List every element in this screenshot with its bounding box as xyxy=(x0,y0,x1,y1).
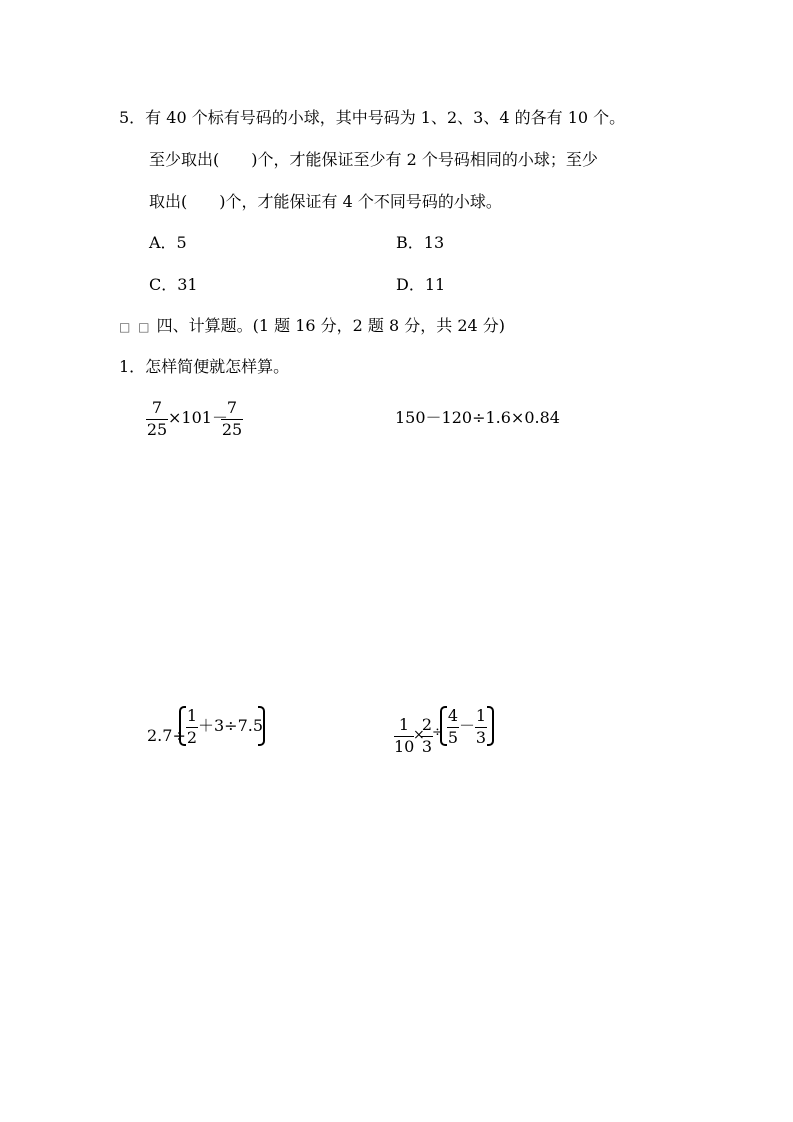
right-bracket xyxy=(487,706,494,746)
fraction xyxy=(146,399,168,439)
numerator: 1 xyxy=(186,706,198,725)
operator-divide: ÷ xyxy=(432,725,443,740)
expression-1-middle: ×101－ xyxy=(168,408,228,427)
operator-times: × xyxy=(413,727,425,743)
placeholder-boxes: □ □ xyxy=(119,320,152,334)
expression-2: 150－120÷1.6×0.84 xyxy=(395,408,560,427)
left-bracket xyxy=(179,706,186,746)
expression-3-tail: ＋3÷7.5 xyxy=(198,716,264,735)
denominator: 5 xyxy=(447,728,459,747)
numerator: 2 xyxy=(421,715,433,734)
option-b: B．13 xyxy=(396,233,445,252)
question-5-line-1: 5．有 40 个标有号码的小球，其中号码为 1、2、3、4 的各有 10 个。 xyxy=(119,108,626,127)
numerator: 7 xyxy=(151,398,163,417)
numerator: 4 xyxy=(447,706,459,725)
fraction xyxy=(475,707,487,747)
question-5-line-3: 取出( )个，才能保证有 4 个不同号码的小球。 xyxy=(149,192,502,211)
fraction xyxy=(221,399,243,439)
denominator: 3 xyxy=(421,737,433,756)
expression-3-lead: 2.7÷ xyxy=(147,726,186,745)
numerator: 1 xyxy=(398,715,410,734)
right-bracket xyxy=(258,706,265,746)
operator-minus: － xyxy=(459,716,476,735)
question-5-line-2: 至少取出( )个，才能保证至少有 2 个号码相同的小球；至少 xyxy=(149,150,598,169)
section-4-header xyxy=(119,316,505,336)
denominator: 2 xyxy=(186,728,198,747)
option-c: C．31 xyxy=(149,275,198,294)
fraction xyxy=(447,707,459,747)
question-1-prompt: 1．怎样简便就怎样算。 xyxy=(119,357,290,376)
option-a: A．5 xyxy=(149,233,187,252)
denominator: 3 xyxy=(475,728,487,747)
section-4-title: 四、计算题。(1 题 16 分，2 题 8 分，共 24 分) xyxy=(156,316,506,335)
denominator: 25 xyxy=(221,420,243,439)
fraction xyxy=(394,716,414,756)
fraction xyxy=(186,707,198,747)
denominator: 25 xyxy=(146,420,168,439)
denominator: 10 xyxy=(394,737,415,756)
numerator: 1 xyxy=(475,706,487,725)
numerator: 7 xyxy=(226,398,238,417)
option-d: D．11 xyxy=(396,275,446,294)
left-bracket xyxy=(440,706,447,746)
